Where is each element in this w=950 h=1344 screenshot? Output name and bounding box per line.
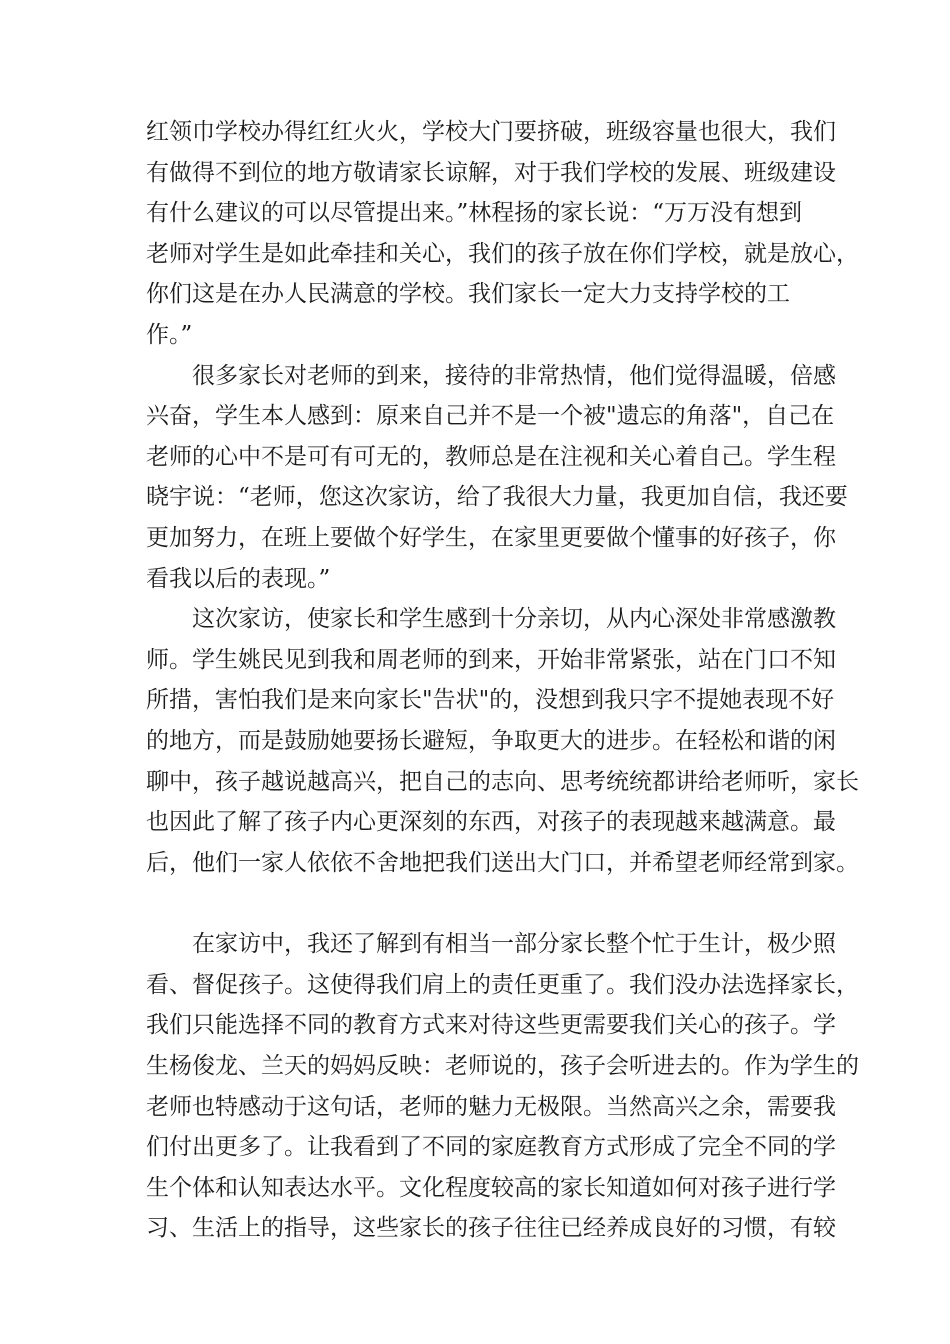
paragraph xyxy=(146,924,859,1249)
text-line: 聊中，孩子越说越高兴，把自己的志向、思考统统都讲给老师听，家长 xyxy=(146,768,859,795)
text-line: 老师也特感动于这句话，老师的魅力无极限。当然高兴之余，需要我 xyxy=(146,1093,836,1120)
text-line: 师。学生姚民见到我和周老师的到来，开始非常紧张，站在门口不知 xyxy=(146,646,836,673)
text-line: 看、督促孩子。这使得我们肩上的责任更重了。我们没办法选择家长， xyxy=(146,971,859,998)
text-line: 红领巾学校办得红红火火，学校大门要挤破，班级容量也很大，我们 xyxy=(146,119,836,145)
paragraph xyxy=(146,356,848,600)
text-line: 生杨俊龙、兰天的妈妈反映：老师说的，孩子会听进去的。作为学生的 xyxy=(146,1053,859,1080)
text-line: 生个体和认知表达水平。文化程度较高的家长知道如何对孩子进行学 xyxy=(146,1174,836,1201)
paragraph xyxy=(146,599,859,883)
text-line: 这次家访，使家长和学生感到十分亲切，从内心深处非常感激教 xyxy=(192,606,836,633)
text-line: 后，他们一家人依依不舍地把我们送出大门口，并希望老师经常到家。 xyxy=(146,849,859,876)
text-line: 也因此了解了孩子内心更深刻的东西，对孩子的表现越来越满意。最 xyxy=(146,809,836,836)
text-line: 兴奋，学生本人感到：原来自己并不是一个被"遗忘的角落"，自己在 xyxy=(146,403,835,430)
text-line: 有什么建议的可以尽管提出来。”林程扬的家长说：“万万没有想到 xyxy=(146,200,803,227)
text-line: 更加努力，在班上要做个好学生，在家里更要做个懂事的好孩子，你 xyxy=(146,524,836,551)
text-line: 晓宇说：“老师，您这次家访，给了我很大力量，我更加自信，我还要 xyxy=(146,484,848,511)
text-line: 很多家长对老师的到来，接待的非常热情，他们觉得温暖，倍感 xyxy=(192,362,836,389)
text-line: 你们这是在办人民满意的学校。我们家长一定大力支持学校的工 xyxy=(146,281,790,308)
text-line: 在家访中，我还了解到有相当一部分家长整个忙于生计，极少照 xyxy=(192,931,836,958)
text-line: 所措，害怕我们是来向家长"告状"的，没想到我只字不提她表现不好 xyxy=(146,687,835,714)
text-line: 我们只能选择不同的教育方式来对待这些更需要我们关心的孩子。学 xyxy=(146,1012,836,1039)
text-line: 作。” xyxy=(146,321,193,348)
text-line: 的地方，而是鼓励她要扬长避短，争取更大的进步。在轻松和谐的闲 xyxy=(146,727,836,754)
paragraph-gap xyxy=(146,883,826,924)
text-line: 看我以后的表现。” xyxy=(146,565,331,592)
text-line: 有做得不到位的地方敬请家长谅解，对于我们学校的发展、班级建设 xyxy=(146,159,836,186)
text-line: 老师的心中不是可有可无的，教师总是在注视和关心着自己。学生程 xyxy=(146,443,836,470)
text-line: 老师对学生是如此牵挂和关心，我们的孩子放在你们学校，就是放心， xyxy=(146,240,859,267)
document-body xyxy=(146,112,859,1249)
text-line: 们付出更多了。让我看到了不同的家庭教育方式形成了完全不同的学 xyxy=(146,1134,836,1161)
paragraph xyxy=(146,112,859,356)
text-line: 习、生活上的指导，这些家长的孩子往往已经养成良好的习惯，有较 xyxy=(146,1215,836,1242)
